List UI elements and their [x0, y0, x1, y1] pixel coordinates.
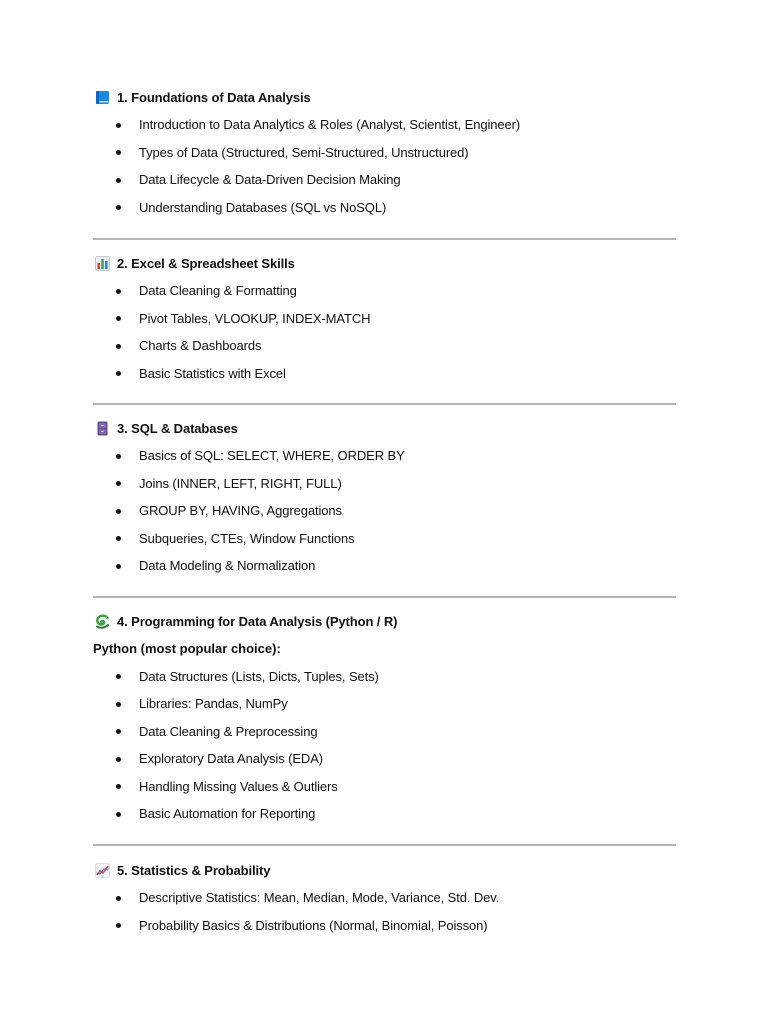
snake-icon [95, 614, 110, 629]
list-item [93, 774, 676, 798]
list-item-text: Understanding Databases (SQL vs NoSQL) [139, 199, 387, 215]
list-item [93, 913, 676, 937]
trending-chart-icon [95, 863, 110, 878]
list-item-text: Subqueries, CTEs, Window Functions [139, 530, 355, 546]
section-statistics [93, 858, 676, 937]
section-sql [93, 416, 676, 578]
bullet-icon [116, 729, 121, 734]
section-title: 3. SQL & Databases [117, 420, 238, 436]
bullet-list [93, 113, 676, 220]
bullet-icon [116, 564, 121, 569]
section-title: 5. Statistics & Probability [117, 862, 271, 878]
bullet-icon [116, 784, 121, 789]
list-item [93, 361, 676, 385]
list-item [93, 279, 676, 303]
bar-chart-icon [95, 256, 110, 271]
section-heading [93, 858, 676, 882]
list-item-text: Probability Basics & Distributions (Normal, Binomial, Poisson) [139, 917, 488, 933]
bullet-icon [116, 923, 121, 928]
horizontal-divider [93, 596, 676, 598]
list-item-text: Data Modeling & Normalization [139, 558, 316, 573]
horizontal-divider [93, 403, 676, 405]
section-excel [93, 251, 676, 385]
section-heading [93, 85, 676, 109]
list-item-text: Pivot Tables, VLOOKUP, INDEX-MATCH [139, 310, 371, 326]
bullet-list [93, 886, 676, 938]
list-item [93, 168, 676, 192]
bullet-icon [116, 812, 121, 817]
list-item-text: Basics of SQL: SELECT, WHERE, ORDER BY [139, 448, 405, 463]
horizontal-divider [93, 238, 676, 240]
list-item-text: Basic Automation for Reporting [139, 806, 316, 821]
bullet-list [93, 444, 676, 578]
list-item [93, 664, 676, 688]
list-item-text: Exploratory Data Analysis (EDA) [139, 751, 324, 766]
list-item [93, 334, 676, 358]
section-title: 4. Programming for Data Analysis (Python / R) [117, 613, 398, 629]
bullet-icon [116, 481, 121, 486]
list-item [93, 140, 676, 164]
bullet-icon [116, 150, 121, 155]
bullet-icon [116, 289, 121, 294]
list-item [93, 886, 676, 910]
section-title: 2. Excel & Spreadsheet Skills [117, 255, 295, 271]
list-item-text: Basic Statistics with Excel [139, 365, 286, 381]
section-heading [93, 416, 676, 440]
list-item [93, 499, 676, 523]
bullet-icon [116, 178, 121, 183]
section-heading [93, 251, 676, 275]
subheading: Python (most popular choice): [93, 641, 281, 656]
list-item-text: Charts & Dashboards [139, 338, 262, 353]
bullet-icon [116, 757, 121, 762]
bullet-icon [116, 674, 121, 679]
list-item-text: Introduction to Data Analytics & Roles (Analyst, Scientist, Engineer) [139, 117, 521, 132]
bullet-list [93, 664, 676, 826]
bullet-icon [116, 454, 121, 459]
list-item-text: Descriptive Statistics: Mean, Median, Mode, Variance, Std. Dev. [139, 890, 500, 905]
bullet-icon [116, 316, 121, 321]
bullet-icon [116, 509, 121, 514]
bullet-icon [116, 205, 121, 210]
list-item-text: Libraries: Pandas, NumPy [139, 696, 288, 711]
bullet-icon [116, 123, 121, 128]
list-item [93, 306, 676, 330]
list-item-text: Data Lifecycle & Data-Driven Decision Making [139, 172, 401, 187]
file-cabinet-icon [95, 421, 110, 436]
list-item [93, 719, 676, 743]
list-item [93, 195, 676, 219]
bullet-icon [116, 702, 121, 707]
bullet-list [93, 279, 676, 386]
list-item [93, 554, 676, 578]
section-foundations [93, 85, 676, 219]
section-title: 1. Foundations of Data Analysis [117, 89, 311, 105]
list-item-text: Data Cleaning & Formatting [139, 283, 297, 298]
blue-book-icon [95, 90, 110, 105]
list-item-text: Types of Data (Structured, Semi-Structured, Unstructured) [139, 144, 469, 160]
list-item-text: Data Structures (Lists, Dicts, Tuples, Sets) [139, 668, 379, 684]
bullet-icon [116, 371, 121, 376]
list-item [93, 747, 676, 771]
list-item [93, 802, 676, 826]
list-item-text: Handling Missing Values & Outliers [139, 778, 338, 794]
section-heading [93, 609, 676, 633]
list-item-text: Data Cleaning & Preprocessing [139, 723, 318, 739]
bullet-icon [116, 896, 121, 901]
list-item [93, 526, 676, 550]
list-item [93, 471, 676, 495]
bullet-icon [116, 344, 121, 349]
list-item [93, 444, 676, 468]
horizontal-divider [93, 844, 676, 846]
bullet-icon [116, 536, 121, 541]
list-item [93, 692, 676, 716]
list-item-text: Joins (INNER, LEFT, RIGHT, FULL) [139, 475, 342, 491]
list-item [93, 113, 676, 137]
list-item-text: GROUP BY, HAVING, Aggregations [139, 503, 342, 518]
section-programming [93, 609, 676, 826]
